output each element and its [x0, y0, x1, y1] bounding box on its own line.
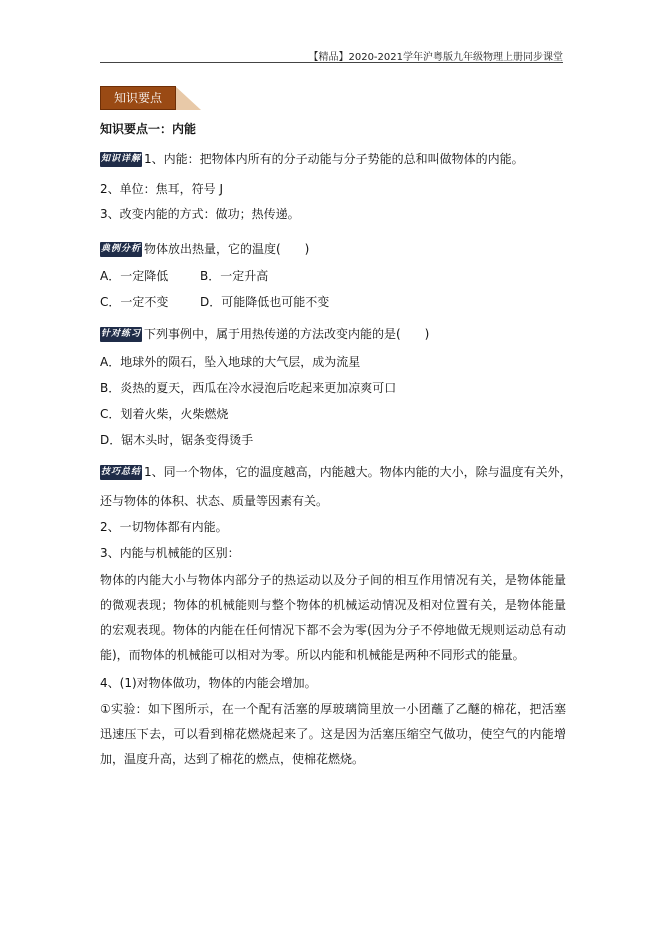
knowledge-item-1-text: 1、内能：把物体内所有的分子动能与分子势能的总和叫做物体的内能。	[144, 152, 524, 166]
summary-item-3: 3、内能与机械能的区别：	[100, 546, 240, 560]
example-option-b: B．一定升高	[200, 269, 269, 283]
example-options-row-2	[100, 294, 330, 310]
badge-practice: 针对练习	[100, 327, 142, 342]
summary-paragraph-1: 物体的内能大小与物体内部分子的热运动以及分子间的相互作用情况有关，是物体能量的微观表现；物体的机械能则与整个物体的机械运动情况及相对位置有关，是物体能量的宏观表现。物体的内能在任何情况下都不会为零(因为分子不停地做无规则运动总有动能)，而物体的机械能可以相对为零。所以内能和机械能是两种不同形式的能量。	[100, 573, 566, 662]
summary-item-1-text: 1、同一个物体，它的温度越高，内能越大。物体内能的大小，除与温度有关外，	[144, 465, 572, 479]
summary-item-2: 2、一切物体都有内能。	[100, 520, 228, 534]
practice-question	[100, 326, 429, 342]
example-question	[100, 241, 309, 257]
knowledge-item-3: 3、改变内能的方式：做功；热传递。	[100, 207, 300, 221]
badge-example: 典例分析	[100, 242, 142, 257]
page-header: 【精品】2020-2021学年沪粤版九年级物理上册同步课堂	[308, 52, 563, 63]
knowledge-item-2: 2、单位：焦耳，符号 J	[100, 182, 223, 196]
header-divider	[100, 62, 563, 63]
example-option-d: D．可能降低也可能不变	[200, 295, 330, 309]
banner-label: 知识要点	[113, 91, 162, 105]
example-option-a: A．一定降低	[100, 269, 169, 283]
summary-item-1-cont: 还与物体的体积、状态、质量等因素有关。	[100, 494, 329, 508]
summary-item-4: 4、(1)对物体做功，物体的内能会增加。	[100, 676, 317, 690]
knowledge-item-1	[100, 151, 524, 167]
practice-option-b: B．炎热的夏天，西瓜在冷水浸泡后吃起来更加凉爽可口	[100, 381, 397, 395]
example-options-row-1	[100, 268, 269, 284]
practice-option-a: A．地球外的陨石，坠入地球的大气层，成为流星	[100, 355, 361, 369]
practice-option-c: C．划着火柴，火柴燃烧	[100, 407, 229, 421]
section-title: 知识要点一：内能	[100, 122, 197, 136]
example-option-c: C．一定不变	[100, 295, 169, 309]
summary-paragraph-2: ①实验：如下图所示，在一个配有活塞的厚玻璃筒里放一小团蘸了乙醚的棉花，把活塞迅速压下去，可以看到棉花燃烧起来了。这是因为活塞压缩空气做功，使空气的内能增加，温度升高，达到了棉花的燃点，使棉花燃烧。	[100, 702, 566, 766]
badge-explain: 知识详解	[100, 152, 142, 167]
badge-summary: 技巧总结	[100, 465, 142, 480]
example-question-text: 物体放出热量，它的温度( )	[144, 242, 310, 256]
banner-tail	[175, 86, 201, 110]
section-banner	[100, 86, 200, 110]
practice-question-text: 下列事例中，属于用热传递的方法改变内能的是( )	[144, 327, 430, 341]
practice-option-d: D．锯木头时，锯条变得烫手	[100, 433, 254, 447]
summary-item-1	[100, 464, 572, 480]
